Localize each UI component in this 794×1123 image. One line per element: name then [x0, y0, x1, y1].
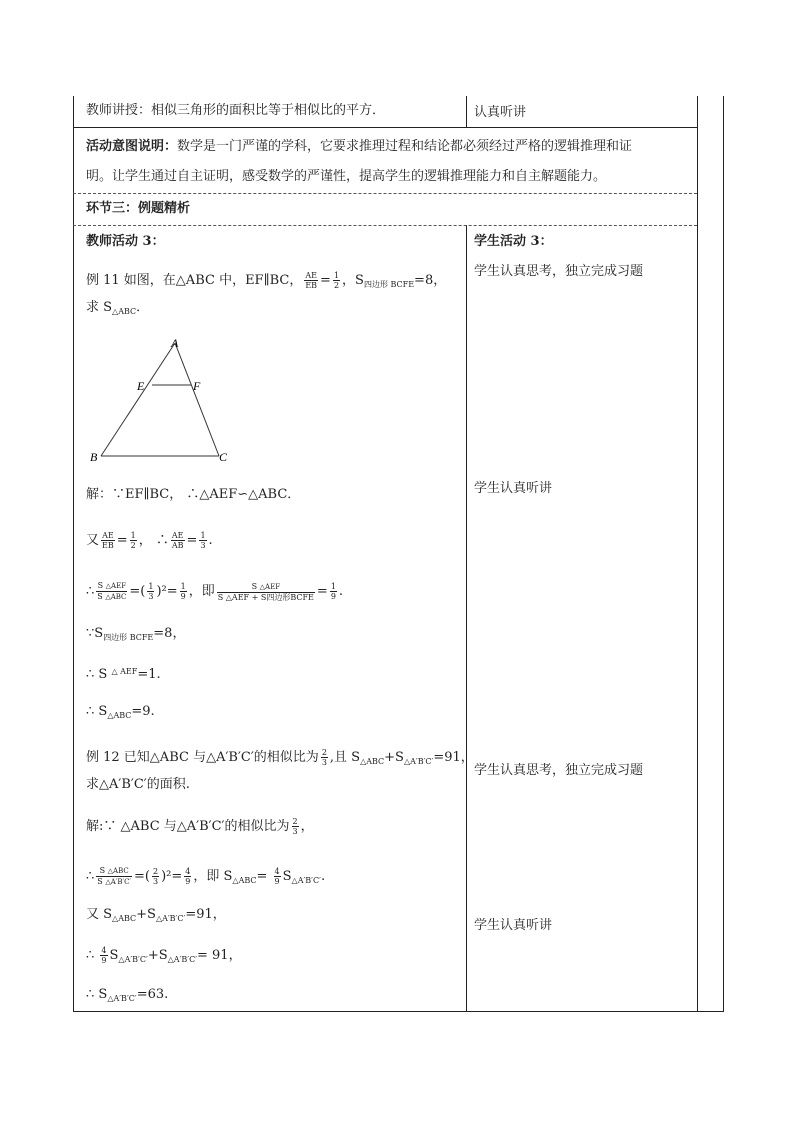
- ex12-sol2-ji: ，即 S: [193, 869, 233, 884]
- ex11-sol4-sub: 四边形 BCFE: [103, 633, 154, 642]
- fraction-numerator: 1: [130, 531, 136, 540]
- sub-a2b2c2: △A′B′C′: [105, 878, 132, 886]
- section3-label: 环节三：例题精析: [86, 201, 191, 216]
- fraction-numerator: 4: [185, 867, 191, 876]
- ex11-q-fraction: [304, 271, 318, 290]
- ex12-sol-4: [86, 946, 242, 968]
- ex12-q-sub1: △ABC: [360, 757, 385, 766]
- teacher-activity-label: 教师活动 3：: [86, 234, 165, 249]
- fraction-numerator: 2: [153, 867, 159, 876]
- ex11-q-line2-sub: △ABC: [112, 307, 137, 316]
- ex11-sol6-end: =9.: [131, 704, 155, 719]
- s-symbol: S: [99, 866, 106, 875]
- ex11-q-line2-end: ．: [136, 300, 150, 315]
- ex11-sol4-end: =8，: [153, 626, 186, 641]
- sub-abc: △ABC: [105, 593, 127, 601]
- row-divider: [73, 127, 697, 128]
- ex12-q-mid: ,且 S: [329, 750, 361, 765]
- table-right-border: [723, 96, 724, 1012]
- student-activity-label: 学生活动 3：: [474, 234, 553, 249]
- side-ab: [101, 343, 175, 456]
- ex11-sol3-end: .: [338, 584, 344, 599]
- ex11-q-after: ，S: [342, 273, 364, 288]
- ex12-sol2-four-ninths: [184, 867, 191, 886]
- fraction-numerator: [96, 866, 132, 877]
- ex11-sol2-end: .: [208, 533, 213, 548]
- ex12-sol1-prefix: 解:∵ △ABC 与△A′B′C′的相似比为: [86, 819, 290, 834]
- student-listen-text: 认真听讲: [474, 105, 527, 120]
- ex11-sol3-ji: ，即: [188, 584, 215, 599]
- fraction-denominator: 2: [333, 281, 340, 290]
- ex12-sol4-prefix: ∴: [86, 948, 95, 963]
- ex11-q-prefix: 例 11 如图，在△ABC 中，EF∥BC，: [86, 273, 303, 288]
- ex11-sol-2: [86, 531, 213, 550]
- fraction-denominator: S △AEF + S四边形BCFE: [217, 592, 314, 602]
- fraction-denominator: 9: [101, 956, 107, 965]
- column-divider: [466, 96, 467, 127]
- fraction-denominator: EB: [305, 281, 318, 290]
- fraction-denominator: 3: [321, 758, 327, 767]
- ex12-sol1-end: ，: [300, 819, 314, 834]
- s-symbol: S: [97, 581, 104, 590]
- ex11-sol3-third: [147, 582, 154, 601]
- ex11-question-line-2: [86, 300, 149, 320]
- ex11-sol2-frac-ae-eb: [101, 531, 115, 550]
- ex12-sol-2: [86, 866, 325, 889]
- fraction-denominator: AB: [171, 541, 184, 550]
- fraction-denominator: 3: [148, 592, 154, 601]
- intent-text-2: 明。让学生通过自主证明，感受数学的严谨性，提高学生的逻辑推理能力和自主解题能力。: [86, 169, 607, 184]
- ex12-sol2-sq: )²=: [161, 869, 183, 884]
- vertex-b-label: B: [90, 450, 98, 464]
- ex11-sol5-text: ∴ S: [86, 667, 108, 682]
- ex12-sol2-ji-end: .: [320, 869, 326, 884]
- vertex-a-label: A: [171, 336, 179, 350]
- ex12-sol3-sub2: △A′B′C′: [155, 914, 186, 923]
- ex11-q-line2: 求 S: [86, 300, 113, 315]
- ex11-q-sub: 四边形 BCFE: [363, 280, 415, 289]
- ex12-sol5-text: ∴ S: [86, 987, 108, 1002]
- fraction-numerator: 1: [330, 582, 336, 591]
- ex12-q-val: =91，: [433, 750, 474, 765]
- intent-line-1: [86, 139, 632, 155]
- ex12-sol4-sub2: △A′B′C′: [167, 955, 198, 964]
- fraction-denominator: 9: [330, 592, 336, 601]
- intent-label: 活动意图说明：: [86, 139, 178, 154]
- student-note-3: 学生认真思考，独立完成习题: [474, 763, 644, 778]
- table-inner-border: [697, 96, 698, 1012]
- ex11-q-half: [333, 271, 340, 290]
- fraction-numerator: 1: [200, 531, 206, 540]
- fraction-denominator: 3: [292, 827, 298, 836]
- fraction-numerator: AE: [305, 271, 317, 280]
- fraction-numerator: 4: [274, 867, 280, 876]
- ex11-sol3-ninth: [180, 582, 187, 601]
- ex11-sol6-text: ∴ S: [86, 704, 108, 719]
- ex12-sol2-mid: =(: [134, 869, 150, 884]
- ex11-sol4-text: ∵S: [86, 626, 104, 641]
- vertex-f-label: F: [193, 379, 201, 393]
- sub-aef: △AEF: [259, 582, 281, 591]
- ex11-q-val: =8，: [414, 273, 447, 288]
- ex11-sol2-eq2: =: [186, 533, 198, 548]
- student-note-4: 学生认真听讲: [474, 918, 553, 933]
- fraction-numerator: [217, 582, 315, 593]
- student-note-1: 学生认真思考，独立完成习题: [474, 264, 644, 279]
- ex12-sol2-ji-sub: △ABC: [232, 876, 257, 885]
- ex12-sol3-plus: +S: [136, 907, 156, 922]
- ex12-sol2-ratio: [152, 867, 159, 886]
- ex12-sol5-sub: △A′B′C′: [107, 994, 137, 1003]
- fraction-denominator: 2: [130, 541, 136, 550]
- ex12-sol5-end: =63.: [136, 987, 169, 1002]
- intent-text-1: 数学是一门严谨的学科，它要求推理过程和结论都必须经过严格的逻辑推理和证: [177, 139, 633, 154]
- ex12-question-line-1: [86, 748, 474, 770]
- ex12-sol3-end: =91，: [185, 907, 226, 922]
- ex11-sol-4: [86, 626, 185, 646]
- ex11-question-line-1: [86, 271, 446, 293]
- table-left-border: [73, 96, 74, 1012]
- ex11-sol2-frac-ae-ab: [171, 531, 185, 550]
- ex12-sol3-text: 又 S: [86, 907, 113, 922]
- ex12-q-ratio: [321, 748, 328, 767]
- s-symbol: S: [251, 581, 258, 591]
- ex11-sol2-eq: =: [116, 533, 128, 548]
- table-bottom-border: [73, 1011, 724, 1012]
- ex12-sol2-prefix: ∴: [86, 869, 95, 884]
- ex11-sol3-mid: =(: [129, 584, 146, 599]
- fraction-denominator: 3: [200, 541, 206, 550]
- ex12-sol1-ratio: [292, 817, 299, 836]
- ex12-sol-5: [86, 987, 168, 1007]
- ex12-q-prefix: 例 12 已知△ABC 与△A′B′C′的相似比为: [86, 750, 319, 765]
- ex11-sol3-big-fraction: [217, 582, 315, 602]
- ex11-sol-5: [86, 664, 161, 683]
- side-ac: [175, 343, 219, 456]
- fraction-denominator: [96, 877, 132, 887]
- ex12-sol4-end: = 91，: [197, 948, 242, 963]
- column-divider: [466, 225, 467, 1012]
- triangle-figure: [86, 335, 236, 465]
- ex12-q-sub2: △A′B′C′: [403, 757, 434, 766]
- ex11-sol-6: [86, 704, 155, 724]
- ex11-sol2-prefix: 又: [86, 533, 100, 548]
- ex12-sol4-sub1: △A′B′C′: [118, 955, 148, 964]
- fraction-numerator: 1: [180, 582, 186, 591]
- ex11-sol3-sq: )²=: [156, 584, 178, 599]
- ex12-sol4-four-ninths: [100, 946, 107, 965]
- ex11-sol3-area-ratio: [96, 581, 127, 602]
- ex12-sol2-four-ninths-2: [274, 867, 281, 886]
- row-divider: [73, 225, 697, 226]
- vertex-e-label: E: [137, 379, 145, 393]
- ex11-sol3-prefix: ∴: [86, 584, 95, 599]
- fraction-denominator: 3: [153, 877, 159, 886]
- ex11-sol5-end: =1.: [137, 667, 161, 682]
- ex11-sol5-sub: △ AEF: [111, 667, 138, 676]
- fraction-denominator: EB: [102, 541, 114, 550]
- ex12-question-line-2: 求△A′B′C′的面积.: [86, 777, 190, 792]
- ex12-sol4-s: S: [109, 948, 119, 963]
- ex11-sol3-eq: =: [316, 584, 328, 599]
- vertex-c-label: C: [219, 450, 228, 464]
- ex12-sol2-ji-s: S: [282, 869, 292, 884]
- ex11-sol6-sub: △ABC: [107, 711, 132, 720]
- ex12-sol4-plus: +S: [147, 948, 168, 963]
- ex11-sol-1: 解：∵EF∥BC， ∴△AEF∽△ABC．: [86, 487, 301, 502]
- ex11-sol3-ninth-2: [330, 582, 337, 601]
- fraction-numerator: 1: [148, 582, 154, 591]
- s-symbol: S: [97, 877, 103, 886]
- ex12-sol2-ji-sub2: △A′B′C′: [291, 876, 321, 885]
- ex12-sol3-sub1: △ABC: [112, 914, 137, 923]
- fraction-numerator: 4: [101, 946, 107, 955]
- fraction-numerator: 2: [292, 817, 298, 826]
- sub-abc: △ABC: [107, 867, 129, 875]
- ex11-sol2-frac-half: [130, 531, 137, 550]
- fraction-denominator: [96, 592, 127, 602]
- row-divider: [73, 193, 697, 194]
- ex11-q-eq: =: [320, 273, 331, 288]
- ex12-sol2-ji-eq: =: [256, 869, 268, 884]
- ex11-sol-3: [86, 581, 343, 602]
- ex11-sol2-mid: ， ∴: [138, 533, 169, 548]
- fraction-denominator: 9: [185, 877, 191, 886]
- fraction-numerator: [96, 581, 127, 592]
- ex12-sol-3: [86, 907, 226, 927]
- fraction-numerator: AE: [102, 531, 114, 540]
- fraction-numerator: 1: [333, 271, 340, 280]
- student-note-2: 学生认真听讲: [474, 481, 553, 496]
- fraction-denominator: 9: [180, 592, 186, 601]
- s-symbol: S: [97, 592, 103, 601]
- ex11-sol2-frac-third: [199, 531, 206, 550]
- ex12-sol2-area-ratio: [96, 866, 132, 887]
- sub-aef: △AEF: [105, 582, 127, 590]
- fraction-numerator: 2: [321, 748, 327, 757]
- teacher-talk-text: 教师讲授：相似三角形的面积比等于相似比的平方．: [86, 103, 386, 118]
- fraction-numerator: AE: [171, 531, 184, 540]
- ex12-sol-1: [86, 817, 314, 836]
- ex12-q-plus: +S: [384, 750, 404, 765]
- fraction-denominator: 9: [274, 877, 280, 886]
